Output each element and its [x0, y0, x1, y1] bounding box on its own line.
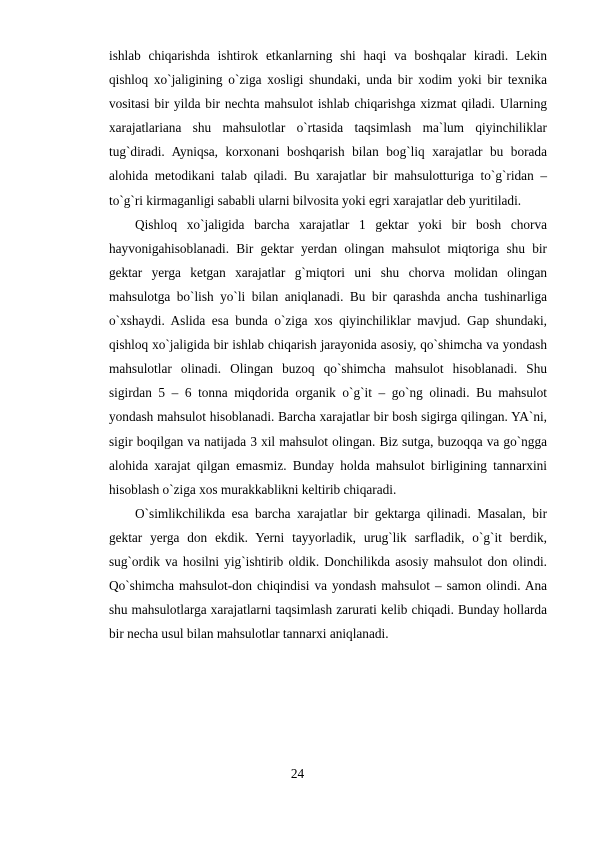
body-text: [109, 44, 547, 646]
paragraph-crop-costs: O`simlikchilikda esa barcha xarajatlar bir gektarga qilinadi. Masalan, bir gektar yerga don ekdik. Yerni tayyorladik, urug`lik sarfladik, o`g`it berdik, sug`ordik va hosilni yig`ishtirib oldik. Donchilikda asosiy mahsulot don olindi. Qo`shimcha mahsulot-don chiqindisi va yondash mahsulot – samon olindi. Ana shu mahsulotlarga xarajatlarni taqsimlash zarurati kelib chiqadi. Bunday hollarda bir necha usul bilan mahsulotlar tannarxi aniqlanadi.: [109, 505, 547, 642]
paragraph-livestock-costs: Qishloq xo`jaligida barcha xarajatlar 1 gektar yoki bir bosh chorva hayvonigahisoblanadi. Bir gektar yerdan olingan mahsulot miqtoriga shu bir gektar yerga ketgan xarajatlar g`miqtori uni shu chorva molidan olingan mahsulotga bo`lish yo`li bilan aniqlanadi. Bu bir qarashda ancha tushinarliga o`xshaydi. Aslida esa bunda o`ziga xos qiyinchiliklar mavjud. Gap shundaki, qishloq xo`jaligida bir ishlab chiqarish jarayonida asosiy, qo`shimcha va yondash mahsulotlar olinadi. Olingan buzoq qo`shimcha mahsulot hisoblanadi. Shu sigirdan 5 – 6 tonna miqdorida organik o`g`it – go`ng olinadi. Bu mahsulot yondash mahsulot hisoblanadi. Barcha xarajatlar bir bosh sigirga qilingan. YA`ni, sigir boqilgan va natijada 3 xil mahsulot olingan. Biz sutga, buzoqqa va go`ngga alohida xarajat qilgan emasmiz. Bunday holda mahsulot birligining tannarxini hisoblash o`ziga xos murakkablikni keltirib chiqaradi.: [109, 216, 547, 497]
page-number: 24: [290, 766, 305, 781]
paragraph-continuation: ishlab chiqarishda ishtirok etkanlarning shi haqi va boshqalar kiradi. Lekin qishloq xo`jaligining o`ziga xosligi shundaki, unda bir xodim yoki bir texnika vositasi bir yilda bir nechta mahsulot ishlab chiqarishga xizmat qiladi. Ularning xarajatlariana shu mahsulotlar o`rtasida taqsimlash ma`lum qiyinchiliklar tug`diradi. Ayniqsa, korxonani boshqarish bilan bog`liq xarajatlar bu borada alohida metodikani talab qiladi. Bu xarajatlar bir mahsulotturiga to`g`ridan – to`g`ri kirmaganligi sababli ularni bilvosita yoki egri xarajatlar deb yuritiladi.: [109, 48, 547, 208]
